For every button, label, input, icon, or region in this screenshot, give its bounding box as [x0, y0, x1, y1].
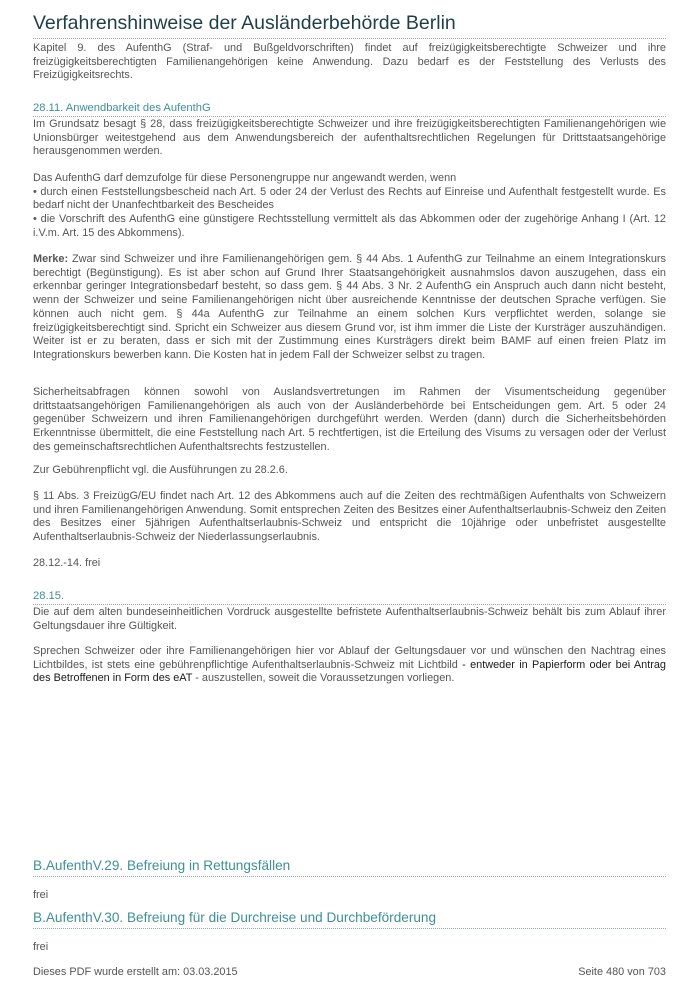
page-number: Seite 480 von 703 — [578, 966, 666, 978]
paragraph: Im Grundsatz besagt § 28, dass freizügigkeitsberechtigte Schweizer und ihre freizügigkeitsberechtigten Familienangehörigen wie Unionsbürger weitestgehend aus dem Anwendungsbereich der aufenthaltsrechtlichen Regelungen für Drittstaatsangehörige herausgenommen werden. — [33, 118, 666, 158]
list-item: • durch einen Feststellungsbescheid nach Art. 5 oder 24 der Verlust des Rechts auf Einreise und Aufenthalt festgestellt wurde. Es bedarf nicht der Unanfechtbarkeit des Bescheides — [33, 185, 666, 212]
conditions-block — [33, 172, 666, 241]
paragraph: frei — [33, 889, 49, 901]
section-heading-29: B.AufenthV.29. Befreiung in Rettungsfällen — [33, 857, 666, 877]
page-footer — [33, 966, 666, 978]
intro-paragraph: Kapitel 9. des AufenthG (Straf- und Bußgeldvorschriften) findet auf freizügigkeitsberechtigte Schweizer und ihre freizügigkeitsberechtigten Familienangehörigen keine Anwendung. Dazu bedarf es der Feststellung des Verlusts des Freizügigkeitsrechts. — [33, 42, 666, 82]
note-paragraph — [33, 253, 666, 363]
note-text: Zwar sind Schweizer und ihre Familienangehörigen gem. § 44 Abs. 1 AufenthG zur Teilnahme an einem Integrationskurs berechtigt (Begünstigung). Es ist aber schon auf Grund Ihrer Staatsangehörigkeit ausnahmslos davon auszugehen, dass ein erkennbar geringer Integrationsbedarf besteht, so dass gem. § 44 Abs. 3 Nr. 2 AufenthG ein Anspruch auch dann nicht besteht, wenn der Schweizer und seine Familienangehörigen nicht über ausreichende Kenntnisse der deutschen Sprache verfügen. Sie können auch nicht gem. § 44a AufenthG zur Teilnahme an einem solchen Kurs verpflichtet werden, solange sie freizügigkeitsberechtigt sind. Spricht ein Schweizer aus diesem Grund vor, ist ihm immer die Liste der Kursträger auszuhändigen. Weiter ist er zu beraten, dass er sich mit der Zustimmung eines Kursträgers direkt beim BAMF auf einen freien Platz im Integrationskurs bewerben kann. Die Kosten hat in jedem Fall der Schweizer selbst zu tragen. — [33, 253, 666, 361]
section-heading-28-15: 28.15. — [33, 589, 666, 605]
section-heading-28-11: 28.11. Anwendbarkeit des AufenthG — [33, 101, 666, 117]
page-title: Verfahrenshinweise der Ausländerbehörde Berlin — [33, 11, 666, 39]
paragraph: 28.12.-14. frei — [33, 557, 101, 569]
paragraph: Die auf dem alten bundeseinheitlichen Vordruck ausgestellte befristete Aufenthaltserlaubnis-Schweiz behält bis zum Ablauf ihrer Geltungsdauer ihre Gültigkeit. — [33, 606, 666, 632]
creation-date: Dieses PDF wurde erstellt am: 03.03.2015 — [33, 966, 238, 978]
paragraph: § 11 Abs. 3 FreizügG/EU findet nach Art. 12 des Abkommens auch auf die Zeiten des rechtmäßigen Aufenthalts von Schweizern und ihren Familienangehörigen Anwendung. Somit entsprechen Zeiten des Besitzes einer Aufenthaltserlaubnis-Schweiz den Zeiten des Besitzes einer 5jährigen Aufenthaltserlaubnis-Schweiz und entspricht die 10jährige oder unbefristet ausgestellte Aufenthaltserlaubnis-Schweiz der Niederlassungserlaubnis. — [33, 490, 666, 544]
paragraph: Sicherheitsabfragen können sowohl von Auslandsvertretungen im Rahmen der Visumentscheidung gegenüber drittstaatsangehörigen Familienangehörigen als auch von der Ausländerbehörde bei Entscheidungen gem. Art. 5 oder 24 gegenüber Schweizern und ihren Familienangehörigen durchgeführt werden. Werden (dann) durch die Sicherheitsbehörden Erkenntnisse übermittelt, die eine Feststellung nach Art. 5 rechtfertigen, ist die Erteilung des Visums zu versagen oder der Verlust des gemeinschaftsrechtlichen Aufenthaltsrechts festzustellen. — [33, 386, 666, 453]
highlighted-text: - entweder in Papierform oder bei Antrag des Betroffenen in Form des eAT — [33, 658, 666, 685]
list-item: • die Vorschrift des AufenthG eine günstigere Rechtsstellung vermittelt als das Abkommen oder der zugehörige Anhang I (Art. 12 i.V.m. Art. 15 des Abkommens). — [33, 213, 666, 239]
note-label: Merke: — [33, 253, 69, 265]
section-heading-30: B.AufenthV.30. Befreiung für die Durchreise und Durchbeförderung — [33, 909, 666, 929]
paragraph: Sprechen Schweizer oder ihre Familienangehörigen hier vor Ablauf der Geltungsdauer vor und wünschen den Nachtrag eines Lichtbildes, ist stets eine gebührenpflichtige Aufenthaltserlaubnis-Schweiz mit Lichtbild - entweder in Papierform oder bei Antrag des Betroffenen in Form des eAT - auszustellen, soweit die Voraussetzungen vorliegen. — [33, 645, 666, 685]
paragraph: frei — [33, 941, 49, 953]
paragraph: Zur Gebührenpflicht vgl. die Ausführungen zu 28.2.6. — [33, 464, 288, 476]
paragraph: Das AufenthG darf demzufolge für diese Personengruppe nur angewandt werden, wenn — [33, 172, 457, 184]
